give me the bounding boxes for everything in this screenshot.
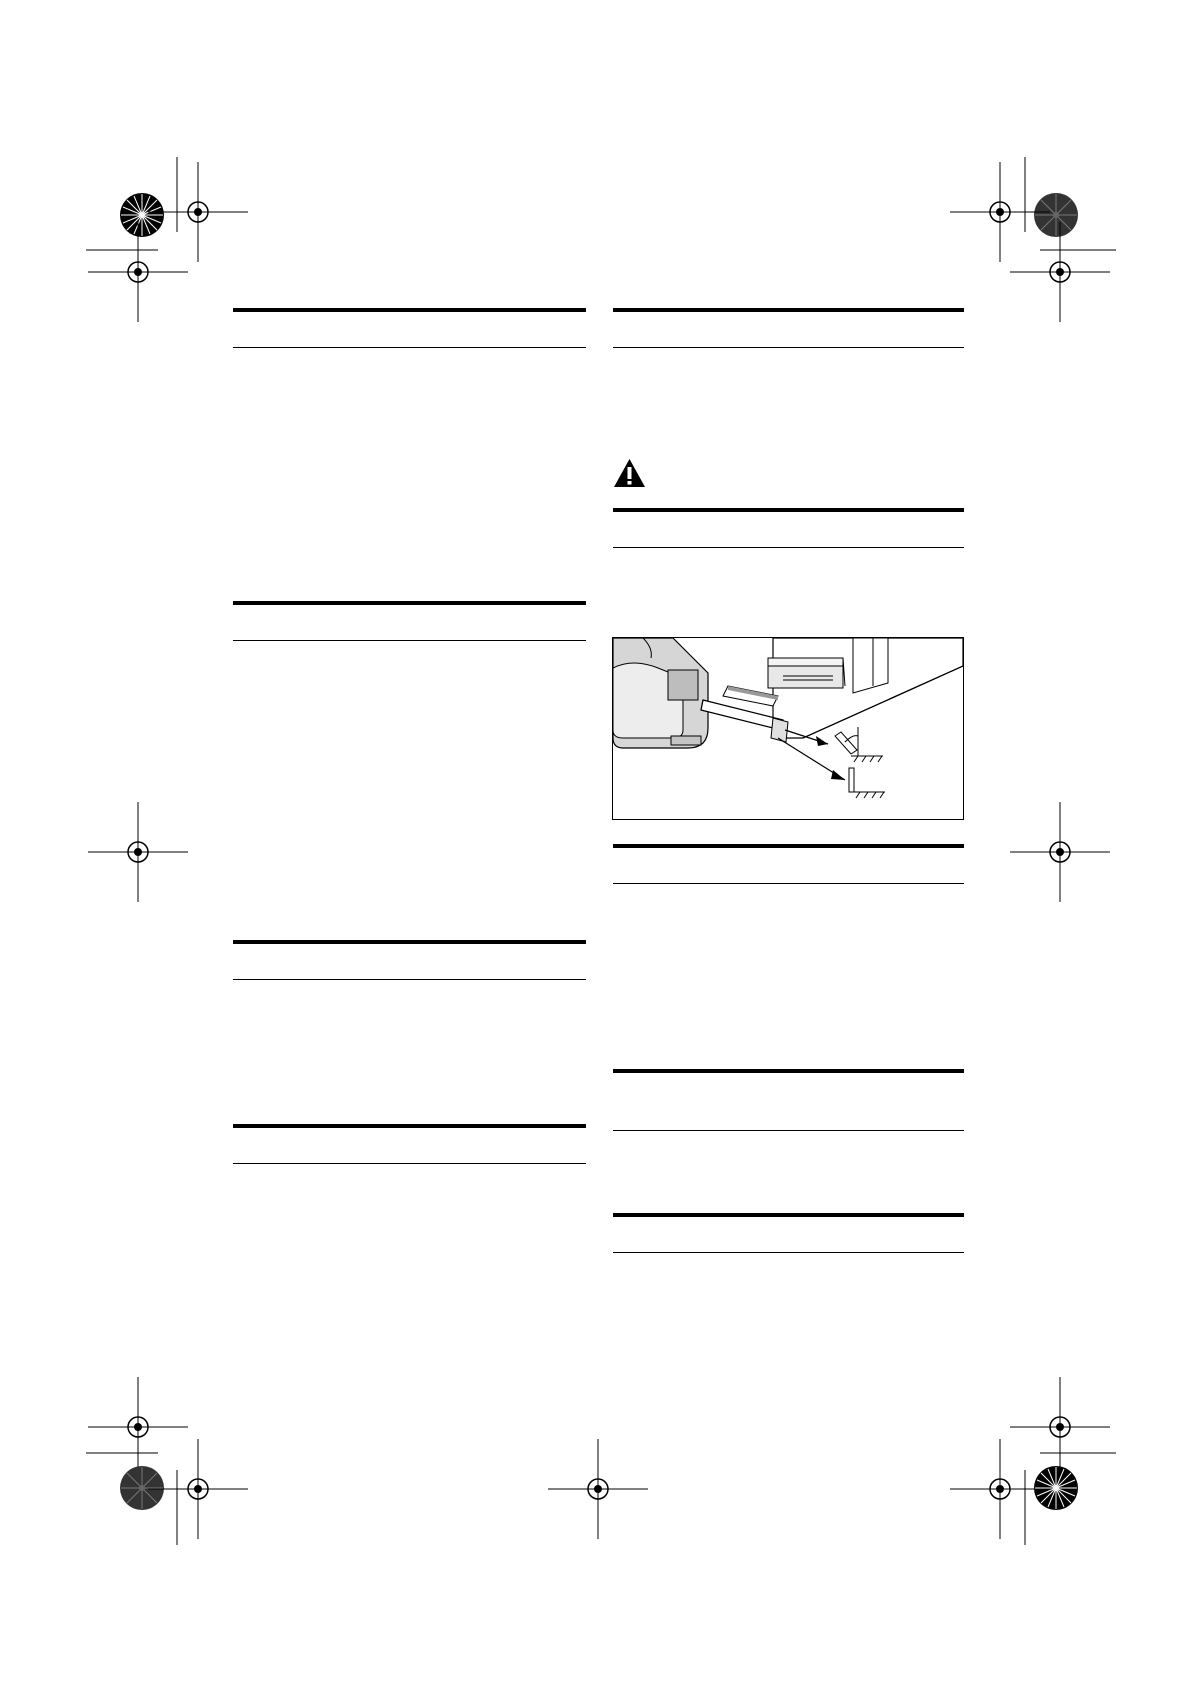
section-rule-top: [613, 844, 964, 848]
saw-base-bevel-stop-illustration: [612, 637, 964, 820]
figure-drawing: [613, 638, 963, 819]
section-rule-top: [613, 508, 964, 512]
color-wheel-icon: [1034, 193, 1078, 237]
section-rule-bottom: [613, 883, 964, 884]
section-rule-top: [233, 1124, 586, 1128]
section-rule-top: [613, 1213, 964, 1217]
section-rule-top: [233, 601, 586, 605]
right-angle-icon: [849, 768, 885, 798]
section-rule-bottom: [233, 1163, 586, 1164]
section-rule-top: [613, 308, 964, 312]
registration-crosshair-icon: [148, 162, 248, 262]
registration-crosshair-icon: [950, 162, 1050, 262]
section-rule-bottom: [613, 547, 964, 548]
section-rule-bottom: [613, 1130, 964, 1131]
registration-crosshair-icon: [88, 802, 188, 902]
section-rule-bottom: [233, 640, 586, 641]
section-rule-bottom: [233, 979, 586, 980]
section-rule-bottom: [233, 347, 586, 348]
registration-crosshair-icon: [148, 1439, 248, 1539]
registration-crosshair-icon: [88, 1377, 188, 1477]
color-wheel-icon: [120, 193, 164, 237]
color-wheel-icon: [120, 1466, 164, 1510]
registration-crosshair-icon: [1010, 222, 1110, 322]
section-rule-top: [233, 308, 586, 312]
registration-crosshair-icon: [88, 222, 188, 322]
section-rule-bottom: [613, 1252, 964, 1253]
registration-crosshair-icon: [1010, 802, 1110, 902]
warning-triangle-icon: [613, 458, 646, 488]
color-wheel-icon: [1034, 1466, 1078, 1510]
bevel-angle-icon: [835, 727, 883, 762]
section-rule-top: [233, 940, 586, 944]
section-rule-top: [613, 1069, 964, 1073]
registration-crosshair-icon: [548, 1439, 648, 1539]
section-rule-bottom: [613, 347, 964, 348]
registration-crosshair-icon: [1010, 1377, 1110, 1477]
